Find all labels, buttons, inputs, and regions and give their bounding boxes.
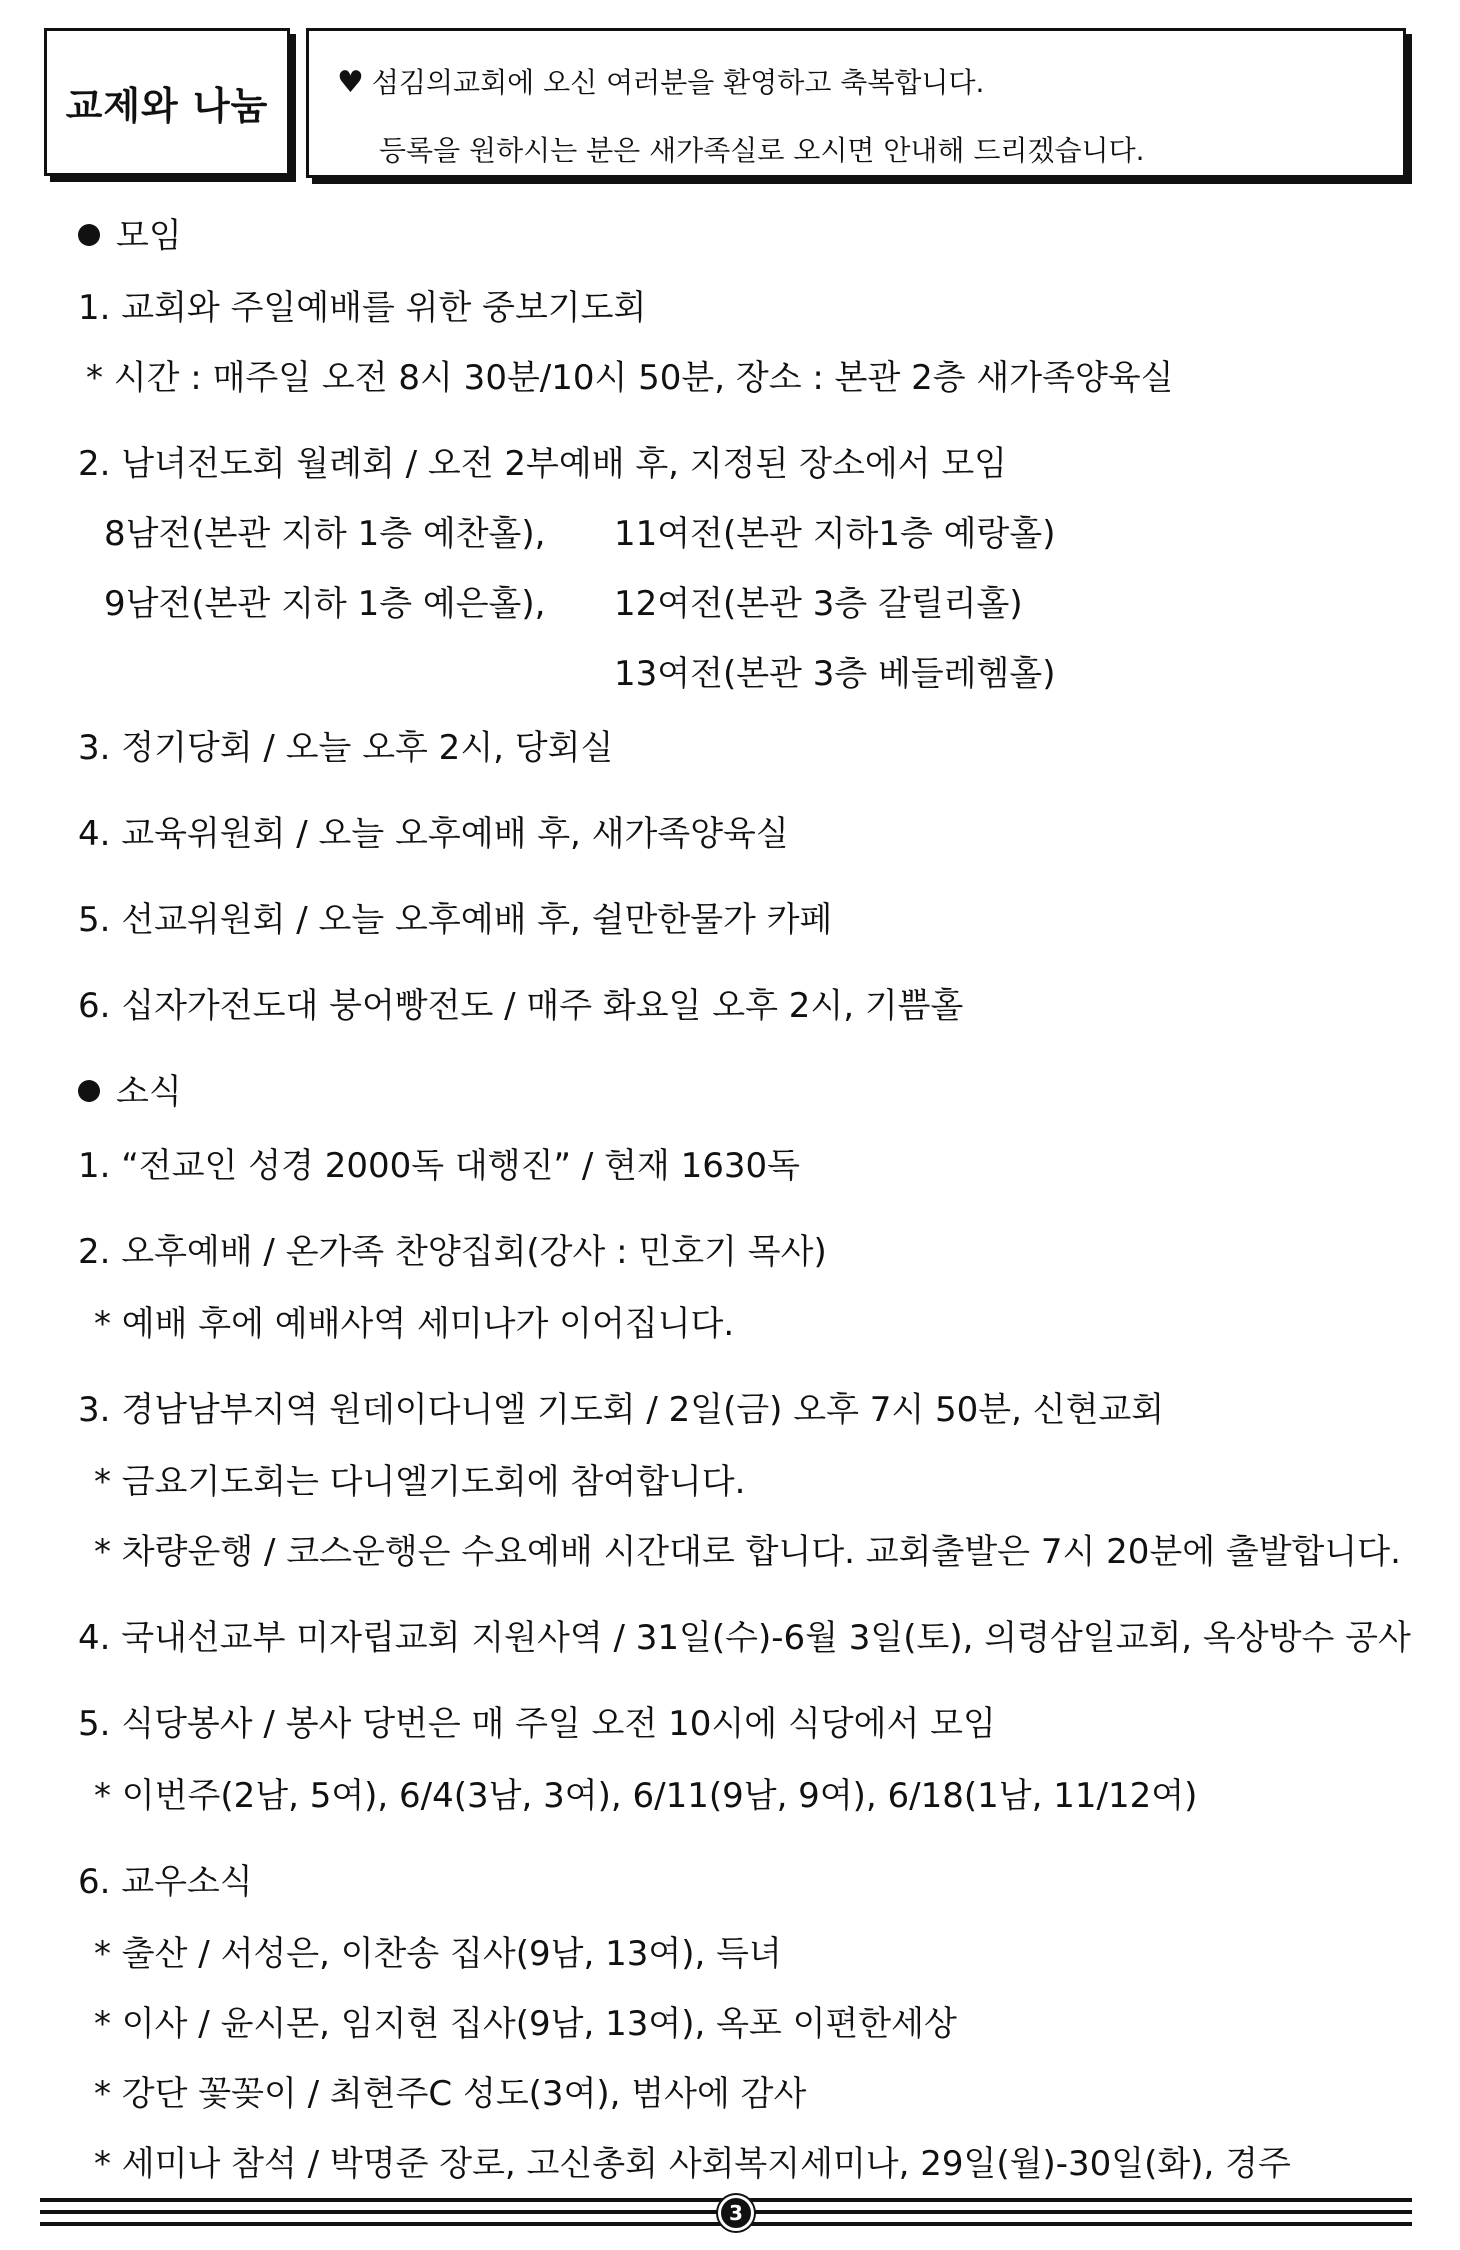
news-item: 2. 오후예배 / 온가족 찬양집회(강사 : 민호기 목사) [78, 1232, 827, 1272]
bullet-icon [78, 1080, 100, 1102]
meeting-location: 8남전(본관 지하 1층 예찬홀), [104, 514, 546, 554]
heart-icon: ♥ [337, 65, 364, 100]
news-note: * 금요기도회는 다니엘기도회에 참여합니다. [94, 1462, 746, 1502]
news-item: 3. 경남남부지역 원데이다니엘 기도회 / 2일(금) 오후 7시 50분, 신현교회 [78, 1390, 1165, 1430]
news-note: * 이사 / 윤시몬, 임지현 집사(9남, 13여), 옥포 이편한세상 [94, 2004, 957, 2044]
meeting-item: 2. 남녀전도회 월례회 / 오전 2부예배 후, 지정된 장소에서 모임 [78, 444, 1008, 484]
news-note: * 차량운행 / 코스운행은 수요예배 시간대로 합니다. 교회출발은 7시 20분에 출발합니다. [94, 1532, 1401, 1572]
meeting-item: 1. 교회와 주일예배를 위한 중보기도회 [78, 288, 647, 328]
meeting-note: * 시간 : 매주일 오전 8시 30분/10시 50분, 장소 : 본관 2층 새가족양육실 [86, 358, 1174, 398]
welcome-line-1: ♥ 섬김의교회에 오신 여러분을 환영하고 축복합니다. [337, 65, 985, 100]
news-item: 4. 국내선교부 미자립교회 지원사역 / 31일(수)-6월 3일(토), 의령삼일교회, 옥상방수 공사 [78, 1618, 1411, 1658]
news-item: 1. “전교인 성경 2000독 대행진” / 현재 1630독 [78, 1146, 800, 1186]
bullet-icon [78, 224, 100, 246]
meetings-heading: 모임 [78, 214, 182, 258]
news-note: * 강단 꽃꽂이 / 최현주C 성도(3여), 범사에 감사 [94, 2074, 807, 2114]
meeting-location: 9남전(본관 지하 1층 예은홀), [104, 584, 546, 624]
page-number: 3 [718, 2195, 754, 2231]
meeting-location: 13여전(본관 3층 베들레헴홀) [614, 654, 1056, 694]
welcome-line-2: 등록을 원하시는 분은 새가족실로 오시면 안내해 드리겠습니다. [379, 134, 1145, 167]
news-heading: 소식 [78, 1070, 182, 1114]
meeting-location: 11여전(본관 지하1층 예랑홀) [614, 514, 1056, 554]
meeting-item: 3. 정기당회 / 오늘 오후 2시, 당회실 [78, 728, 614, 768]
news-note: * 출산 / 서성은, 이찬송 집사(9남, 13여), 득녀 [94, 1934, 782, 1974]
meeting-item: 4. 교육위원회 / 오늘 오후예배 후, 새가족양육실 [78, 814, 789, 854]
meeting-location: 12여전(본관 3층 갈릴리홀) [614, 584, 1023, 624]
meeting-item: 5. 선교위원회 / 오늘 오후예배 후, 쉴만한물가 카페 [78, 900, 833, 940]
meeting-item: 6. 십자가전도대 붕어빵전도 / 매주 화요일 오후 2시, 기쁨홀 [78, 986, 964, 1026]
welcome-box [306, 28, 1406, 178]
news-note: * 이번주(2남, 5여), 6/4(3남, 3여), 6/11(9남, 9여), 6/18(1남, 11/12여) [94, 1776, 1198, 1816]
section-title: 교제와 나눔 [44, 28, 290, 176]
news-note: * 세미나 참석 / 박명준 장로, 고신총회 사회복지세미나, 29일(월)-30일(화), 경주 [94, 2144, 1291, 2184]
news-note: * 예배 후에 예배사역 세미나가 이어집니다. [94, 1304, 735, 1344]
news-item: 6. 교우소식 [78, 1862, 253, 1902]
news-item: 5. 식당봉사 / 봉사 당번은 매 주일 오전 10시에 식당에서 모임 [78, 1704, 996, 1744]
